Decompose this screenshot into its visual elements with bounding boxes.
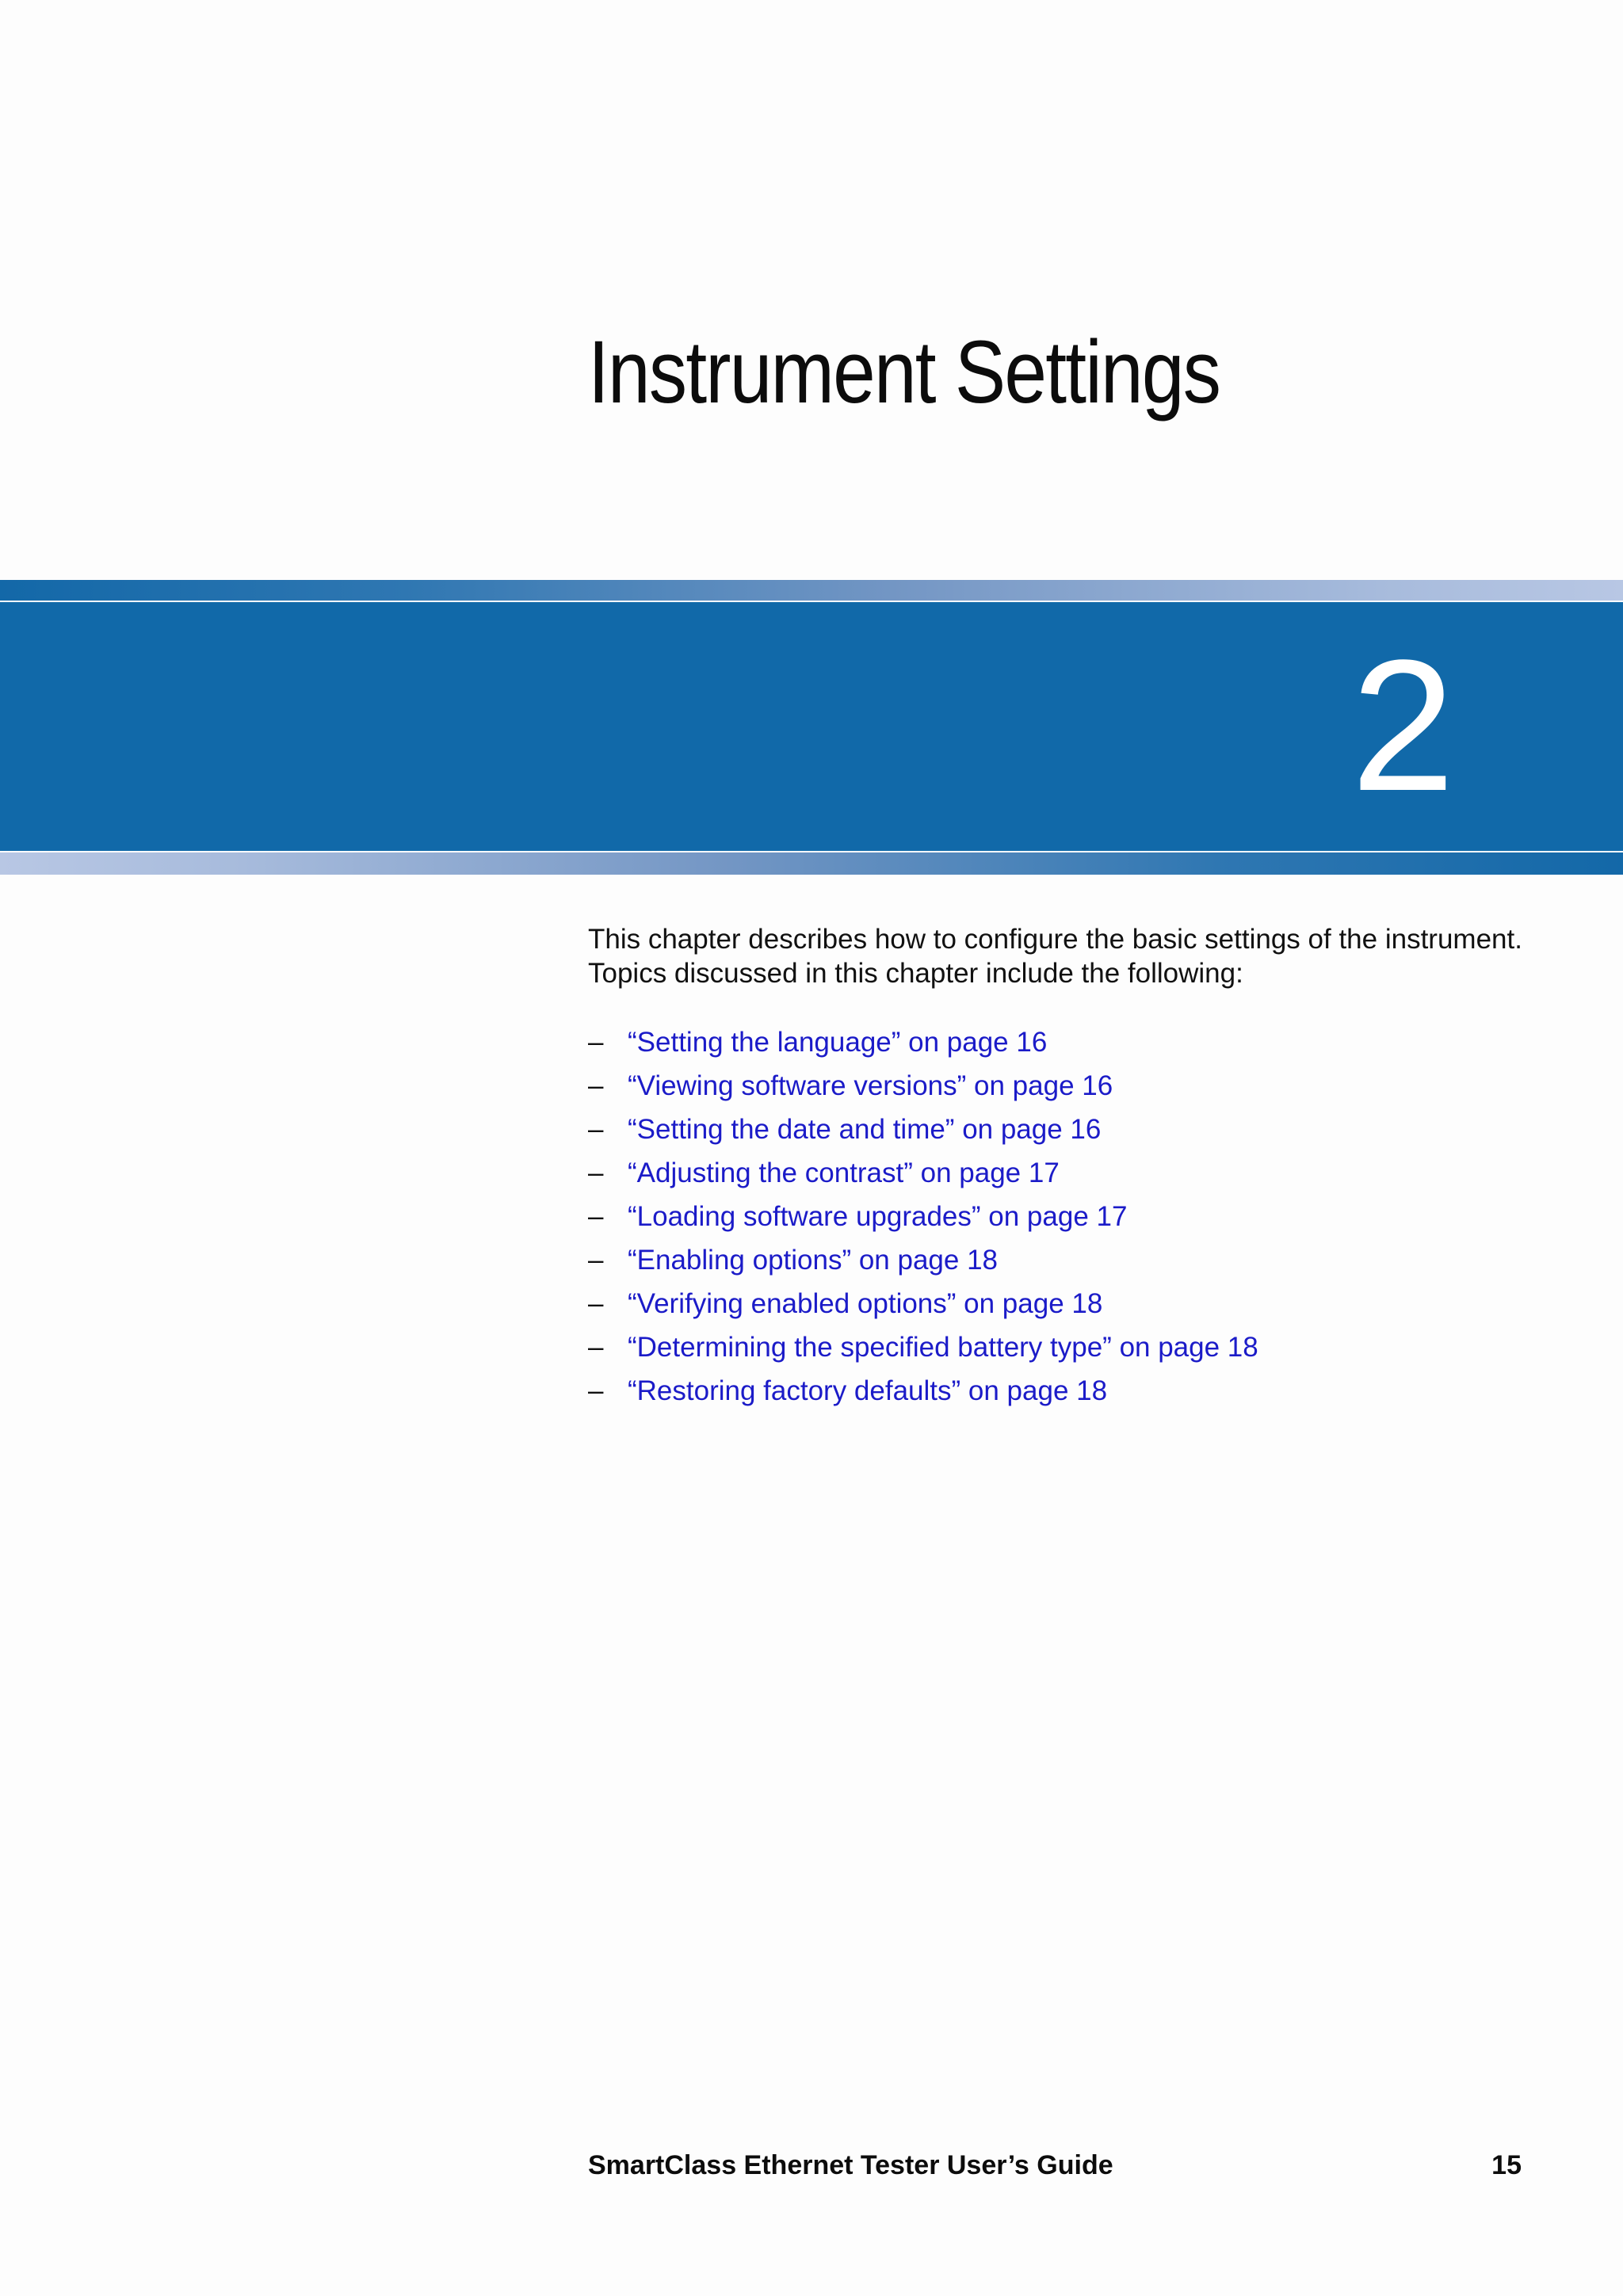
list-item <box>588 1238 1258 1282</box>
list-item <box>588 1195 1258 1238</box>
list-item <box>588 1064 1258 1108</box>
intro-paragraph: This chapter describes how to configure the basic settings of the instrument. Topics discussed in this chapter include the following: <box>588 924 1522 989</box>
topic-link-viewing-software-versions[interactable]: “Viewing software versions” on page 16 <box>628 1070 1113 1101</box>
topic-link-battery-type[interactable]: “Determining the specified battery type” on page 18 <box>628 1332 1258 1363</box>
list-dash: – <box>588 1245 604 1276</box>
list-item <box>588 1325 1258 1369</box>
topic-link-enabling-options[interactable]: “Enabling options” on page 18 <box>628 1245 999 1276</box>
list-item <box>588 1282 1258 1325</box>
list-dash: – <box>588 1288 604 1319</box>
list-dash: – <box>588 1070 604 1101</box>
topic-link-verifying-enabled-options[interactable]: “Verifying enabled options” on page 18 <box>628 1288 1103 1319</box>
list-dash: – <box>588 1375 604 1406</box>
list-item <box>588 1369 1258 1413</box>
list-item <box>588 1151 1258 1195</box>
list-item <box>588 1020 1258 1064</box>
topic-link-restoring-factory-defaults[interactable]: “Restoring factory defaults” on page 18 <box>628 1375 1108 1406</box>
list-dash: – <box>588 1027 604 1058</box>
list-dash: – <box>588 1158 604 1188</box>
footer-page-number: 15 <box>1491 2150 1522 2180</box>
topic-link-loading-software-upgrades[interactable]: “Loading software upgrades” on page 17 <box>628 1201 1128 1232</box>
list-dash: – <box>588 1332 604 1363</box>
topic-link-adjusting-contrast[interactable]: “Adjusting the contrast” on page 17 <box>628 1158 1060 1188</box>
list-dash: – <box>588 1114 604 1145</box>
list-dash: – <box>588 1201 604 1232</box>
topic-link-setting-language[interactable]: “Setting the language” on page 16 <box>628 1027 1048 1058</box>
chapter-title: Instrument Settings <box>588 322 1220 421</box>
chapter-band-bottom-stripe <box>0 852 1623 875</box>
list-item <box>588 1108 1258 1151</box>
chapter-number: 2 <box>1350 621 1455 830</box>
footer-guide-title: SmartClass Ethernet Tester User’s Guide <box>588 2150 1113 2180</box>
topic-list <box>588 1020 1258 1413</box>
chapter-band-top-stripe <box>0 580 1623 601</box>
topic-link-setting-date-time[interactable]: “Setting the date and time” on page 16 <box>628 1114 1102 1145</box>
